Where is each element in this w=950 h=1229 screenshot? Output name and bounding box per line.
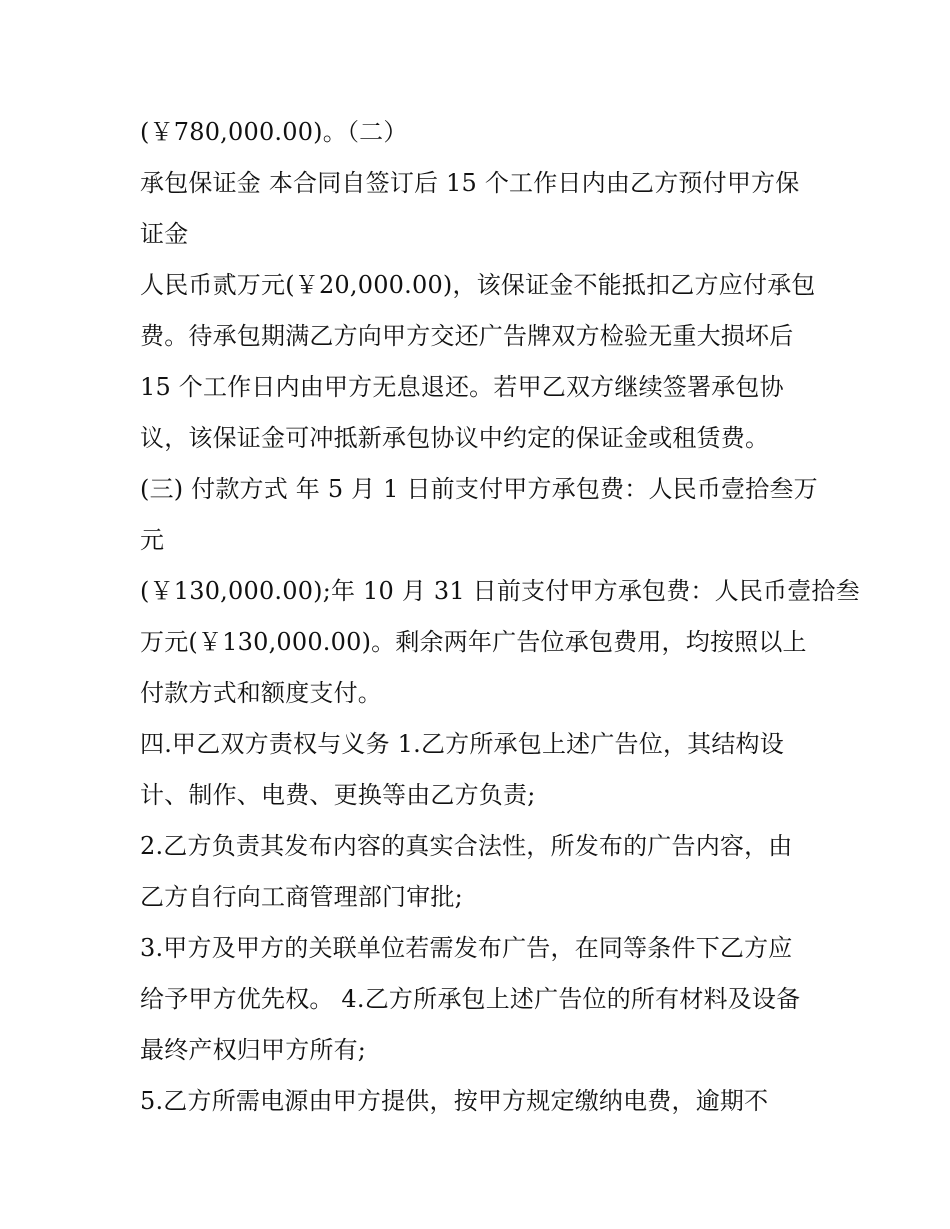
text-line: 5.乙方所需电源由甲方提供，按甲方规定缴纳电费，逾期不 [140, 1087, 769, 1115]
text-line: 承包保证金 本合同自签订后 15 个工作日内由乙方预付甲方保 [140, 169, 800, 197]
text-line: 付款方式和额度支付。 [140, 679, 382, 707]
text-line: (￥780,000.00)。（二） [140, 118, 408, 146]
text-line: 最终产权归甲方所有; [140, 1036, 367, 1064]
text-line: (￥130,000.00);年 10 月 31 日前支付甲方承包费：人民币壹拾叁 [140, 577, 860, 605]
text-line: 2.乙方负责其发布内容的真实合法性，所发布的广告内容，由 [140, 832, 793, 860]
text-line: 议，该保证金可冲抵新承包协议中约定的保证金或租赁费。 [140, 424, 770, 452]
text-line: (三) 付款方式 年 5 月 1 日前支付甲方承包费：人民币壹拾叁万 [140, 475, 818, 503]
text-line: 计、制作、电费、更换等由乙方负责; [140, 781, 536, 809]
text-line: 万元(￥130,000.00)。剩余两年广告位承包费用，均按照以上 [140, 628, 807, 656]
text-line: 3.甲方及甲方的关联单位若需发布广告，在同等条件下乙方应 [140, 934, 793, 962]
text-line: 四.甲乙双方责权与义务 1.乙方所承包上述广告位，其结构设 [140, 730, 784, 758]
text-line: 费。待承包期满乙方向甲方交还广告牌双方检验无重大损坏后 [140, 322, 794, 350]
text-line: 证金 [140, 220, 189, 248]
text-line: 元 [140, 526, 165, 554]
text-line: 15 个工作日内由甲方无息退还。若甲乙双方继续签署承包协 [140, 373, 784, 401]
text-line: 给予甲方优先权。 4.乙方所承包上述广告位的所有材料及设备 [140, 985, 801, 1013]
text-line: 乙方自行向工商管理部门审批; [140, 883, 463, 911]
text-line: 人民币贰万元(￥20,000.00)，该保证金不能抵扣乙方应付承包 [140, 271, 816, 299]
contract-text [140, 107, 860, 1127]
